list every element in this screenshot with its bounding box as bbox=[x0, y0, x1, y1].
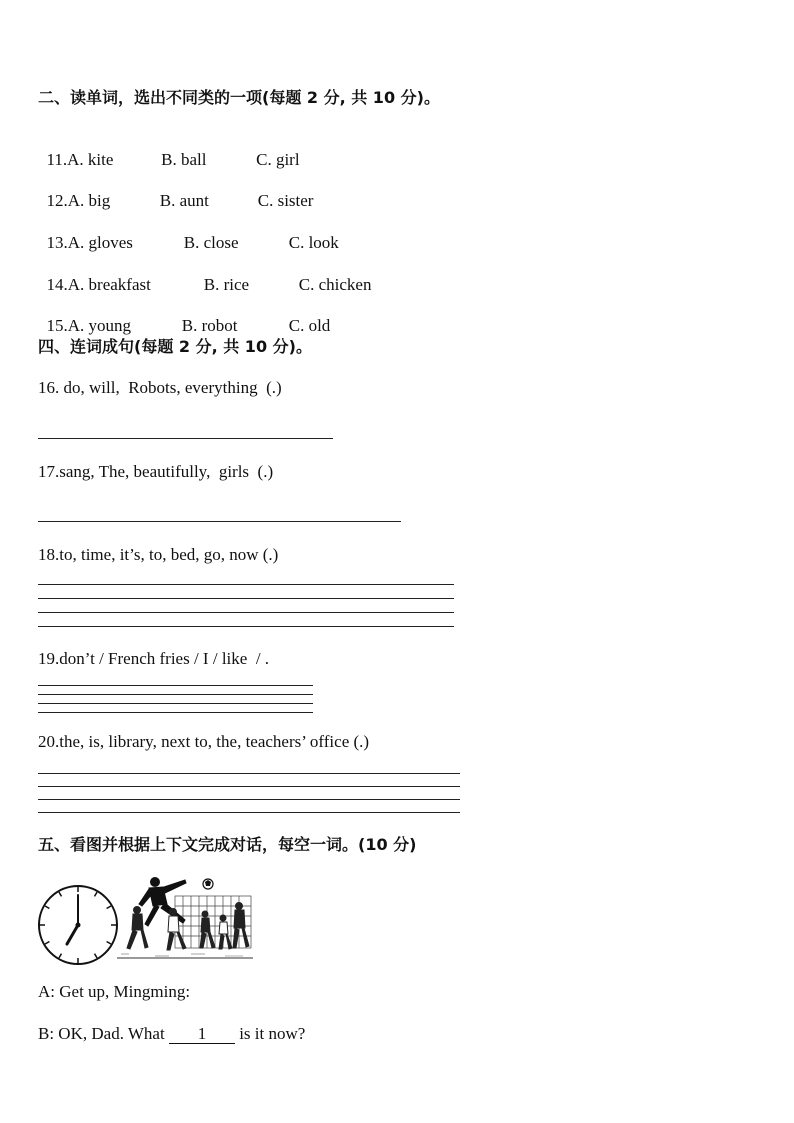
answer-line-20d[interactable] bbox=[38, 812, 460, 813]
question-18: 18.to, time, it’s, to, bed, go, now (.) bbox=[38, 545, 279, 564]
answer-line-20c[interactable] bbox=[38, 799, 460, 800]
q14-option-a: A. breakfast bbox=[67, 275, 151, 294]
q14-num: 14. bbox=[46, 275, 68, 294]
answer-line-20a[interactable] bbox=[38, 773, 460, 774]
answer-line-18c[interactable] bbox=[38, 612, 454, 613]
question-11 bbox=[38, 130, 300, 170]
q15-option-a: A. young bbox=[67, 316, 132, 335]
dialogue-b-after: is it now? bbox=[234, 1024, 306, 1043]
answer-line-20b[interactable] bbox=[38, 786, 460, 787]
question-16: 16. do, will, Robots, everything (.) bbox=[38, 378, 282, 397]
q12-option-a: A. big bbox=[67, 191, 111, 210]
question-19: 19.don’t / French fries / I / like / . bbox=[38, 649, 270, 668]
q13-option-a: A. gloves bbox=[67, 233, 133, 252]
q11-num: 11. bbox=[46, 150, 68, 169]
section2-title: 二、读单词，选出不同类的一项(每题 2 分, 共 10 分)。 bbox=[38, 88, 440, 107]
answer-line-17[interactable] bbox=[38, 521, 401, 522]
q14-option-c: C. chicken bbox=[298, 275, 372, 294]
q11-option-b: B. ball bbox=[161, 150, 207, 169]
q12-num: 12. bbox=[46, 191, 68, 210]
question-12 bbox=[38, 171, 313, 211]
answer-line-19a[interactable] bbox=[38, 685, 313, 686]
answer-line-18d[interactable] bbox=[38, 626, 454, 627]
q11-option-a: A. kite bbox=[67, 150, 114, 169]
answer-line-18b[interactable] bbox=[38, 598, 454, 599]
q15-num: 15. bbox=[46, 316, 68, 335]
answer-line-19b[interactable] bbox=[38, 694, 313, 695]
q12-option-c: C. sister bbox=[257, 191, 314, 210]
q13-num: 13. bbox=[46, 233, 68, 252]
dialogue-line-a: A: Get up, Mingming: bbox=[38, 982, 191, 1001]
answer-line-16[interactable] bbox=[38, 438, 333, 439]
clock-icon bbox=[37, 884, 119, 966]
q14-option-b: B. rice bbox=[203, 275, 250, 294]
q13-option-c: C. look bbox=[288, 233, 339, 252]
question-13 bbox=[38, 213, 339, 253]
section5-title: 五、看图并根据上下文完成对话，每空一词。(10 分) bbox=[38, 835, 417, 854]
answer-line-18a[interactable] bbox=[38, 584, 454, 585]
q12-option-b: B. aunt bbox=[159, 191, 209, 210]
question-17: 17.sang, The, beautifully, girls (.) bbox=[38, 462, 274, 481]
question-20: 20.the, is, library, next to, the, teachers’ office (.) bbox=[38, 732, 370, 751]
q11-option-c: C. girl bbox=[256, 150, 300, 169]
dialogue-line-b bbox=[38, 1024, 305, 1044]
q15-option-b: B. robot bbox=[181, 316, 238, 335]
blank-1-field[interactable]: 1 bbox=[169, 1025, 235, 1044]
question-15 bbox=[38, 296, 330, 336]
q15-option-c: C. old bbox=[288, 316, 331, 335]
dialogue-b-before: B: OK, Dad. What bbox=[38, 1024, 169, 1043]
answer-line-19d[interactable] bbox=[38, 712, 313, 713]
question-14 bbox=[38, 255, 371, 295]
football-players-icon bbox=[115, 874, 255, 964]
answer-line-19c[interactable] bbox=[38, 703, 313, 704]
q13-option-b: B. close bbox=[183, 233, 239, 252]
section4-title: 四、连词成句(每题 2 分, 共 10 分)。 bbox=[38, 337, 312, 356]
